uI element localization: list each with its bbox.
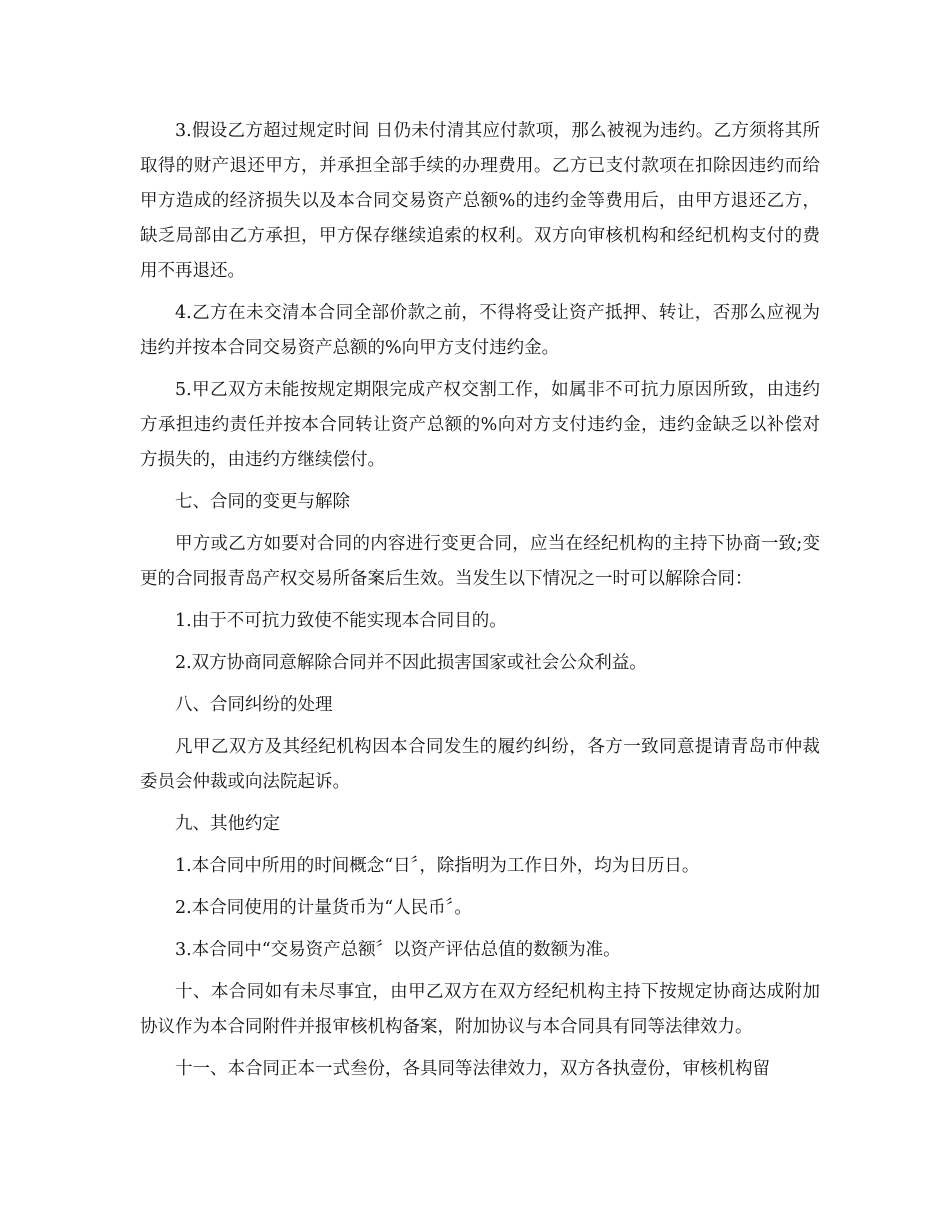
clause-9-2: 2.本合同使用的计量货币为“人民币〞。 — [175, 898, 472, 918]
clause-6-5: 5.甲乙双方未能按规定期限完成产权交割工作，如属非不可抗力原因所致，由违约方承担违约责任并按本合同转让资产总额的%向对方支付违约金，违约金缺乏以补偿对方损失的，由违约方继续偿付。 — [140, 380, 820, 470]
document-body — [140, 114, 820, 1094]
section-heading-8: 八、合同纠纷的处理 — [175, 695, 333, 715]
clause-7-1: 1.由于不可抗力致使不能实现本合同目的。 — [175, 611, 507, 631]
section-11: 十一、本合同正本一式叁份，各具同等法律效力，双方各执壹份，审核机构留 — [175, 1059, 770, 1079]
clause-6-3: 3.假设乙方超过规定时间 日仍未付清其应付款项，那么被视为违约。乙方须将其所取得的财产退还甲方，并承担全部手续的办理费用。乙方已支付款项在扣除因违约而给甲方造成的经济损失以及本合同交易资产总额%的违约金等费用后，由甲方退还乙方，缺乏局部由乙方承担，甲方保存继续追索的权利。双方向审核机构和经纪机构支付的费用不再退还。 — [140, 121, 820, 281]
section-heading-9: 九、其他约定 — [175, 814, 280, 834]
section-7-body: 甲方或乙方如要对合同的内容进行变更合同，应当在经纪机构的主持下协商一致;变更的合同报青岛产权交易所备案后生效。当发生以下情况之一时可以解除合同： — [140, 534, 820, 589]
clause-6-4: 4.乙方在未交清本合同全部价款之前，不得将受让资产抵押、转让，否那么应视为违约并按本合同交易资产总额的%向甲方支付违约金。 — [140, 303, 820, 358]
section-heading-7: 七、合同的变更与解除 — [175, 492, 350, 512]
clause-7-2: 2.双方协商同意解除合同并不因此损害国家或社会公众利益。 — [175, 653, 647, 673]
section-8-body: 凡甲乙双方及其经纪机构因本合同发生的履约纠纷，各方一致同意提请青岛市仲裁委员会仲裁或向法院起诉。 — [140, 737, 820, 792]
section-10: 十、本合同如有未尽事宜，由甲乙双方在双方经纪机构主持下按规定协商达成附加协议作为本合同附件并报审核机构备案，附加协议与本合同具有同等法律效力。 — [140, 982, 820, 1037]
clause-9-1: 1.本合同中所用的时间概念“日〞，除指明为工作日外，均为日历日。 — [175, 856, 700, 876]
clause-9-3: 3.本合同中“交易资产总额〞以资产评估总值的数额为准。 — [175, 940, 621, 960]
